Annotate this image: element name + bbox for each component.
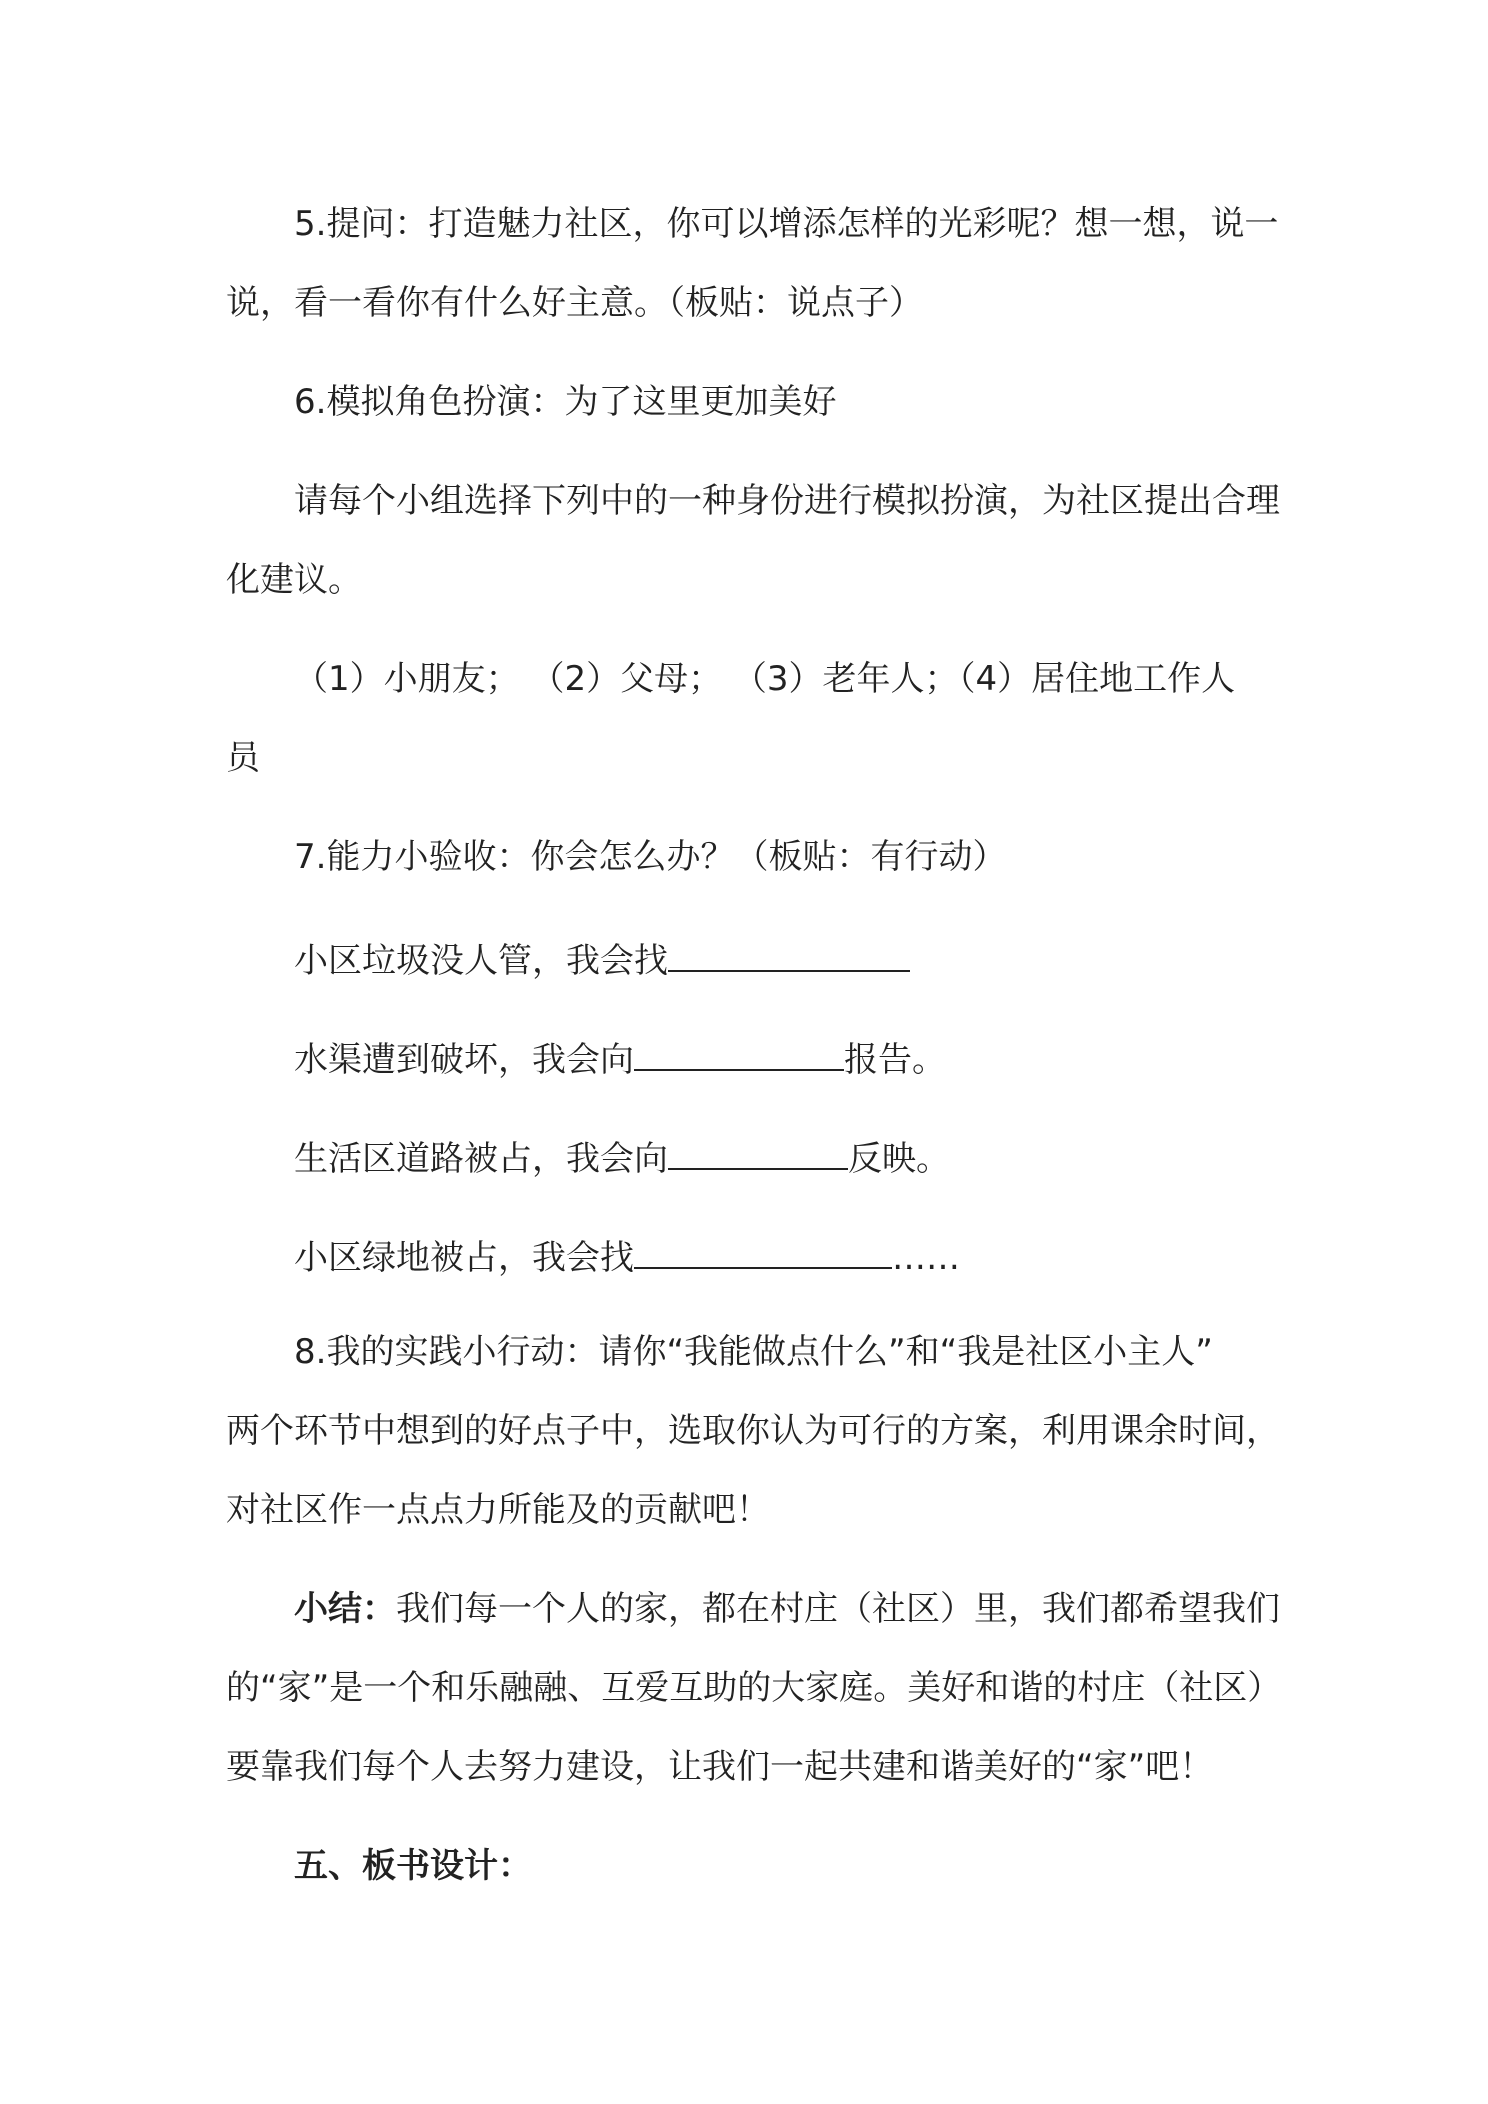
item5-line1: 5.提问：打造魅力社区，你可以增添怎样的光彩呢？想一想，说一 bbox=[294, 204, 1279, 244]
item6-roles-line1: （1）小朋友； （2）父母； （3）老年人；（4）居住地工作人 bbox=[294, 659, 1236, 699]
item6-heading: 6.模拟角色扮演：为了这里更加美好 bbox=[294, 382, 837, 422]
item7-question-1 bbox=[294, 936, 910, 981]
answer-blank-3 bbox=[668, 1134, 848, 1170]
item6-paragraph-line2: 化建议。 bbox=[226, 560, 362, 600]
question-2-suffix: 报告。 bbox=[844, 1040, 946, 1080]
question-4-suffix: …… bbox=[892, 1238, 960, 1278]
answer-blank-2 bbox=[634, 1035, 844, 1071]
summary-line3: 要靠我们每个人去努力建设，让我们一起共建和谐美好的“家”吧！ bbox=[226, 1747, 1214, 1787]
item7-question-3 bbox=[294, 1134, 950, 1179]
question-3-suffix: 反映。 bbox=[848, 1139, 950, 1179]
question-2-text: 水渠遭到破坏，我会向 bbox=[294, 1040, 634, 1080]
section-5-heading: 五、板书设计： bbox=[294, 1846, 532, 1886]
item7-heading: 7.能力小验收：你会怎么办？（板贴：有行动） bbox=[294, 837, 1007, 877]
answer-blank-1 bbox=[668, 936, 910, 972]
item6-roles-line2: 员 bbox=[226, 738, 260, 778]
answer-blank-4 bbox=[634, 1233, 892, 1269]
item5-line2: 说，看一看你有什么好主意。（板贴：说点子） bbox=[226, 283, 923, 323]
item8-line3: 对社区作一点点力所能及的贡献吧！ bbox=[226, 1490, 770, 1530]
question-3-text: 生活区道路被占，我会向 bbox=[294, 1139, 668, 1179]
summary-label: 小结： bbox=[294, 1589, 396, 1629]
summary-line2: 的“家”是一个和乐融融、互爱互助的大家庭。美好和谐的村庄（社区） bbox=[226, 1668, 1282, 1708]
summary-line1-text: 我们每一个人的家，都在村庄（社区）里，我们都希望我们 bbox=[396, 1589, 1280, 1629]
item7-question-2 bbox=[294, 1035, 946, 1080]
question-4-text: 小区绿地被占，我会找 bbox=[294, 1238, 634, 1278]
summary-line1 bbox=[294, 1589, 1280, 1629]
item8-line1: 8.我的实践小行动：请你“我能做点什么”和“我是社区小主人” bbox=[294, 1332, 1213, 1372]
item7-question-4 bbox=[294, 1233, 960, 1278]
item6-paragraph-line1: 请每个小组选择下列中的一种身份进行模拟扮演，为社区提出合理 bbox=[294, 481, 1280, 521]
question-1-text: 小区垃圾没人管，我会找 bbox=[294, 941, 668, 981]
item8-line2: 两个环节中想到的好点子中，选取你认为可行的方案，利用课余时间， bbox=[226, 1411, 1280, 1451]
